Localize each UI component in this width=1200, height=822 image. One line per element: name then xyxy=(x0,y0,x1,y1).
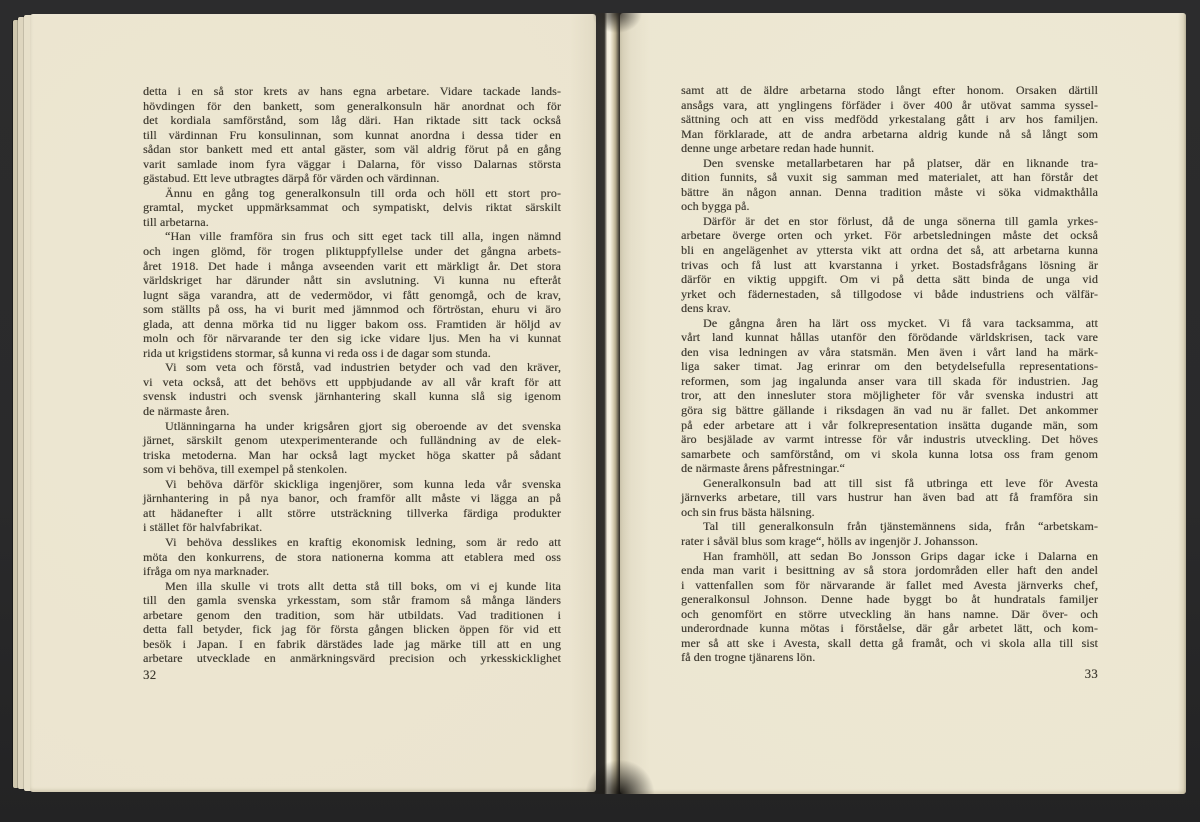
text-line: triska metoderna. Man har också lagt mycket höga skatter på sådant xyxy=(143,447,561,462)
text-line: dens krav. xyxy=(681,301,731,316)
text-line: som vi behöva, till exempel på stenkolen. xyxy=(143,462,348,477)
text-line: Den svenske metallarbetaren har på platser, där en liknande tra- xyxy=(703,155,1098,170)
text-line: yrket och fädernestaden, så tillgodose vi både industriens och välfär- xyxy=(681,286,1098,301)
text-line: på eder arbetare att i vår folkrepresentation insätta dugande män, som xyxy=(681,417,1098,432)
text-line: arbetare överge orten och yrket. För arbetsledningen måste det också xyxy=(681,228,1098,243)
text-line: hövdingen för den bankett, som generalkonsuln här anordnat och för xyxy=(143,98,561,113)
text-line: besök i Japan. I en fabrik därstädes lade jag märke till att en ung xyxy=(143,636,561,651)
text-line: “Han ville framföra sin frus och sitt eget tack till alla, ingen nämnd xyxy=(165,229,561,244)
text-line: och genomfört en större utveckling än hans namne. Där över- och xyxy=(681,606,1098,621)
text-line: möta den konkurrens, de stora nationerna komma att etablera med oss xyxy=(143,549,561,564)
text-line: moln och för närvarande ter den sig icke vidare ljus. Men ha vi kunnat xyxy=(143,331,561,346)
text-line: arbetare utvecklade en anmärkningsvärd precision och yrkesskicklighet xyxy=(143,651,561,666)
text-line: samarbete och samförstånd, om vi skola kunna lotsa oss fram genom xyxy=(681,446,1098,461)
text-line: ifråga om nya marknader. xyxy=(143,564,270,579)
text-line: bli en angelägenhet av yttersta vikt att ordna det så, att arbetarna kunna xyxy=(681,243,1098,258)
text-line: till värdinnan Fru konsulinnan, som kunnat anordna i dessa tider en xyxy=(143,127,561,142)
text-line: järnet, särskilt genom utexperimenterande och fulländning av de elek- xyxy=(143,433,561,448)
text-line: ansågs vara, att ynglingens förfäder i över 400 år utövat samma syssel- xyxy=(681,97,1098,112)
text-line: denne unge arbetare redan hade hunnit. xyxy=(681,141,875,156)
text-line: vi veta också, att det behövs ett uppbjudande av all vår kraft för att xyxy=(143,374,561,389)
text-line: det kordiala samförstånd, som låg däri. Han riktade sitt tack också xyxy=(143,113,561,128)
text-line: tror, att den innesluter stora möjligheter för vår svenska industri att xyxy=(681,388,1098,403)
text-line: Därför är det en stor förlust, då de unga sönerna till gamla yrkes- xyxy=(703,213,1098,228)
text-line: Utlänningarna ha under krigsåren gjort sig oberoende av det svenska xyxy=(165,418,561,433)
text-line: rida ut krigstidens stormar, så kunna vi reda oss i de dagar som stunda. xyxy=(143,345,491,360)
text-line: detta i en så stor krets av hans egna arbetare. Vidare tackade lands- xyxy=(143,84,561,98)
text-line: de närmaste åren. xyxy=(143,404,230,419)
text-line: vårt land kunnat hållas utanför den förödande världskrisen, tack vare xyxy=(681,330,1098,345)
text-line: sådan stor bankett med ett antal gäster, som väl aldrig förut på en gång xyxy=(143,142,561,157)
text-line: och bygga på. xyxy=(681,199,750,214)
text-line: svensk industri och svensk järnhantering skall kunna slå sig igenom xyxy=(143,389,561,404)
text-line: järnverks arbetare, till vars hustrur han även bad att få framföra sin xyxy=(681,490,1098,505)
text-line: och ingen glömd, för trogen pliktuppfyllelse under det gångna arbets- xyxy=(143,244,561,259)
text-line: arbetare genom den tradition, som här utbildats. Vad traditionen i xyxy=(143,607,561,622)
text-line: Tal till generalkonsuln från tjänstemännens sida, från “arbetskam- xyxy=(703,519,1098,534)
text-line: enda man varit i besittning av så stora jordområden eller haft den andel xyxy=(681,563,1098,578)
text-line: och sin frus bästa hälsning. xyxy=(681,504,815,519)
left-page xyxy=(30,14,596,792)
text-line: i stället för halvfabrikat. xyxy=(143,520,263,535)
text-line: varit samlade inom fyra väggar i Dalarna, för visso Dalarnas största xyxy=(143,156,561,171)
text-line: Men illa skulle vi trots allt detta stå till boks, om vi ej kunde lita xyxy=(165,578,561,593)
text-line: Ännu en gång tog generalkonsuln till orda och höll ett stort pro- xyxy=(165,185,561,200)
text-line: få den trogne tjänarens lön. xyxy=(681,650,816,665)
text-line: äro besjälade av varmt intresse för vår industris utveckling. Det höves xyxy=(681,432,1098,447)
text-line: att hädanefter i allt större utsträckning tillverka färdiga produkter xyxy=(143,505,561,520)
right-page xyxy=(620,13,1186,794)
text-line: samt att de äldre arbetarna stodo långt efter honom. Orsaken därtill xyxy=(681,83,1098,97)
text-line: glada, att denna mörka tid nu ligger bakom oss. Framtiden är höljd av xyxy=(143,316,561,331)
text-line: gramtal, mycket uppmärksammat och sympatiskt, delvis riktat särskilt xyxy=(143,200,561,215)
right-page-text xyxy=(681,83,1098,665)
text-line: till arbetarna. xyxy=(143,214,209,229)
text-line: detta fall betyder, fick jag för första gången blicken öppen för vid ett xyxy=(143,622,561,637)
text-line: Vi behöva därför skickliga ingenjörer, som kunna leda vår svenska xyxy=(165,476,561,491)
right-page-number: 33 xyxy=(1084,667,1098,681)
text-line: underordnade kunna mötas i förståelse, där går arbetet lätt, och kom- xyxy=(681,621,1098,636)
text-line: Vi som veta och förstå, vad industrien betyder och vad den kräver, xyxy=(165,360,561,375)
left-page-text xyxy=(143,84,561,666)
text-line: bättre än någon annan. Denna tradition måste vi söka vidmakthålla xyxy=(681,184,1098,199)
text-line: Generalkonsuln bad att till sist få utbringa ett leve för Avesta xyxy=(703,475,1098,490)
text-line: året 1918. Det hade i många avseenden varit ett märkligt år. Det stora xyxy=(143,258,561,273)
text-line: rater i såväl blus som krage“, hölls av ingenjör J. Johansson. xyxy=(681,533,979,548)
text-line: till den gamla svenska yrkesstam, som står framom så många länders xyxy=(143,593,561,608)
text-line: mer så att ske i Avesta, skall detta gå framåt, och vi skola alla till sist xyxy=(681,635,1098,650)
text-line: Han framhöll, att sedan Bo Jonsson Grips dagar icke i Dalarna en xyxy=(703,548,1098,563)
text-line: De gångna åren ha lärt oss mycket. Vi få vara tacksamma, att xyxy=(703,315,1098,330)
text-line: liga saker timat. Jag erinrar om den betydelsefulla representations- xyxy=(681,359,1098,374)
page-edge-shade xyxy=(1178,13,1186,794)
text-line: järnhantering in på nya banor, och framför allt måste vi lägga an på xyxy=(143,491,561,506)
text-line: reformen, som jag ingalunda anser vara till skada för industrien. Jag xyxy=(681,373,1098,388)
text-line: dition funnits, så vuxit sig samman med materialet, att han förstår det xyxy=(681,170,1098,185)
text-line: sättning och att en viss medfödd yrkestalang gått i arv hos familjen. xyxy=(681,112,1098,127)
text-line: trivas och få lust att kvarstanna i yrket. Bostadsfrågans lösning är xyxy=(681,257,1098,272)
text-line: gästabud. Ett leve utbragtes därpå för värden och värdinnan. xyxy=(143,171,440,186)
text-line: den visa ledningen av våra statsmän. Men även i vårt land ha märk- xyxy=(681,344,1098,359)
text-line: som ställts på oss, ha vi burit med jämnmod och förtröstan, ehuru vi äro xyxy=(143,302,561,317)
left-page-number: 32 xyxy=(143,668,157,682)
text-line: Man förklarade, att de andra arbetarna aldrig kunde nå så långt som xyxy=(681,126,1098,141)
text-line: generalkonsul Johnson. Denne hade byggt bo åt hundratals familjer xyxy=(681,592,1098,607)
text-line: Vi behöva desslikes en kraftig ekonomisk ledning, som är redo att xyxy=(165,534,561,549)
text-line: lugnt säga varandra, att de vedermödor, vi fått genomgå, och de krav, xyxy=(143,287,561,302)
text-line: därför en viktig uppgift. Om vi på detta sätt binda de unga vid xyxy=(681,272,1098,287)
text-line: göra sig bättre gällande i riksdagen än vad nu är fallet. Det ankommer xyxy=(681,403,1098,418)
text-line: de närmaste årens påfrestningar.“ xyxy=(681,461,845,476)
text-line: världskriget har därunder nått sin avslutning. Vi kunna nu efteråt xyxy=(143,273,561,288)
text-line: i vattenfallen som för närvarande är fallet med Avesta järnverks chef, xyxy=(681,577,1098,592)
